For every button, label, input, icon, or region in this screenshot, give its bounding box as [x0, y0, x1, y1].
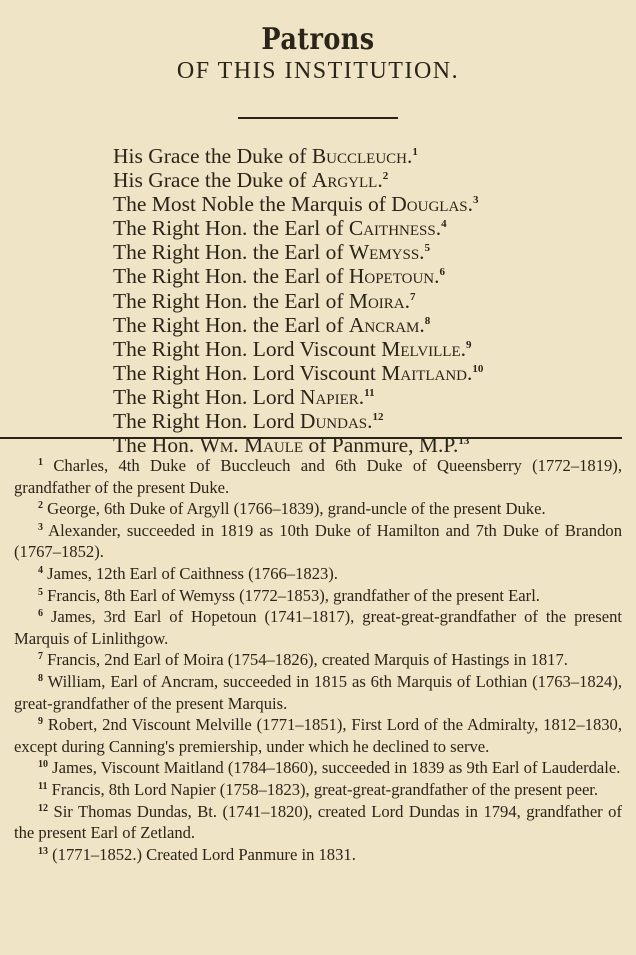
patron-entry	[113, 192, 483, 216]
footnote-number: 11	[38, 780, 48, 792]
footnote-text: James, 3rd Earl of Hopetoun (1741–1817), great-great-grandfather of the present Marquis of Linlithgow.	[14, 607, 622, 648]
footnote	[14, 498, 622, 520]
footnote-number: 2	[38, 500, 43, 512]
footnote	[14, 779, 622, 801]
footnote-text: Francis, 8th Earl of Wemyss (1772–1853), grandfather of the present Earl.	[47, 585, 540, 605]
footnote-text: James, Viscount Maitland (1784–1860), succeeded in 1839 as 9th Earl of Lauderdale.	[52, 758, 621, 778]
footnote-ref[interactable]: 9	[466, 338, 472, 351]
patron-name: Argyll	[311, 168, 378, 193]
patron-prefix: The Hon.	[113, 433, 200, 458]
patron-suffix: .	[435, 216, 442, 241]
patron-suffix: .	[467, 192, 474, 217]
footnote-ref[interactable]: 12	[372, 411, 384, 424]
patron-name: Buccleuch	[311, 144, 407, 168]
patron-entry	[113, 313, 483, 337]
patron-name: Melville	[381, 336, 461, 361]
patron-suffix: .	[407, 144, 413, 168]
footnote-number: 8	[38, 672, 43, 684]
patron-name: Ancram	[348, 312, 420, 337]
footnote-ref[interactable]: 7	[410, 290, 416, 303]
footnote-divider	[0, 437, 622, 439]
patron-entry	[113, 361, 483, 385]
patron-prefix: The Right Hon. the Earl of	[113, 288, 349, 313]
footnote-number: 4	[38, 564, 43, 576]
patron-suffix: .	[467, 360, 473, 385]
footnote	[14, 801, 622, 844]
footnote-text: Francis, 2nd Earl of Moira (1754–1826), created Marquis of Hastings in 1817.	[47, 650, 568, 670]
patron-prefix: The Right Hon. Lord	[113, 384, 300, 409]
footnote-ref[interactable]: 3	[473, 194, 479, 207]
footnote-ref[interactable]: 1	[412, 146, 418, 158]
patron-name: Caithness	[348, 216, 436, 241]
footnote-number: 5	[38, 586, 43, 598]
footnote-list	[14, 455, 622, 865]
footnote-ref[interactable]: 10	[472, 362, 484, 375]
footnote-number: 9	[38, 716, 43, 728]
patron-suffix: .	[367, 409, 373, 434]
footnote	[14, 671, 622, 714]
footnote-number: 3	[38, 521, 43, 533]
footnote-number: 10	[38, 759, 48, 771]
patron-suffix: of Panmure, M.P.	[303, 433, 459, 458]
footnote	[14, 585, 622, 607]
footnote	[14, 649, 622, 671]
footnote	[14, 844, 622, 866]
footnote-text: Sir Thomas Dundas, Bt. (1741–1820), created Lord Dundas in 1794, grandfather of the present Earl of Zetland.	[14, 801, 622, 843]
footnote-text: (1771–1852.) Created Lord Panmure in 1831.	[52, 844, 356, 864]
footnote-number: 7	[38, 651, 43, 663]
footnote	[14, 714, 622, 757]
footnote-text: James, 12th Earl of Caithness (1766–1823).	[47, 563, 338, 583]
patron-suffix: .	[358, 384, 365, 409]
patron-suffix: .	[434, 264, 440, 289]
patron-entry	[113, 264, 483, 288]
page-title: Patrons	[261, 22, 375, 57]
footnote	[14, 757, 622, 779]
footnote-text: William, Earl of Ancram, succeeded in 1815 as 6th Marquis of Lothian (1763–1824), great-grandfather of the present Marquis.	[14, 671, 622, 713]
footnote-text: Francis, 8th Lord Napier (1758–1823), great-great-grandfather of the present peer.	[51, 779, 599, 799]
footnote-ref[interactable]: 4	[441, 218, 447, 231]
footnote	[14, 520, 622, 563]
footnote-text: Robert, 2nd Viscount Melville (1771–1851), First Lord of the Admiralty, 1812–1830, except during Canning's premiership, under which he declined to serve.	[14, 715, 622, 756]
footnote-text: George, 6th Duke of Argyll (1766–1839), grand-uncle of the present Duke.	[47, 499, 546, 519]
footnote-number: 13	[38, 845, 48, 857]
patron-name: Napier	[299, 384, 359, 409]
patron-entry	[113, 216, 483, 240]
patron-prefix: The Right Hon. Lord Viscount	[113, 336, 382, 361]
patron-prefix: The Right Hon. the Earl of	[113, 312, 349, 337]
patron-prefix: The Right Hon. the Earl of	[113, 240, 349, 265]
patron-entry	[113, 385, 483, 409]
patron-suffix: .	[404, 288, 411, 313]
page-subtitle: OF THIS INSTITUTION.	[176, 58, 460, 84]
patron-suffix: .	[377, 168, 383, 193]
patron-entry	[113, 168, 483, 192]
patron-suffix: .	[419, 240, 425, 265]
footnote-ref[interactable]: 8	[424, 314, 431, 327]
patron-suffix: .	[460, 336, 467, 361]
patron-prefix: The Most Noble the Marquis of	[113, 192, 392, 217]
patron-entry	[113, 409, 483, 433]
title-divider	[238, 117, 398, 119]
footnote-ref[interactable]: 13	[458, 435, 470, 448]
patron-name: Maitland	[381, 360, 468, 385]
footnote-text: Alexander, succeeded in 1819 as 10th Duke of Hamilton and 7th Duke of Brandon (1767–1852).	[14, 520, 622, 562]
footnote-ref[interactable]: 6	[439, 266, 445, 279]
footnote-ref[interactable]: 2	[382, 170, 389, 183]
patron-prefix: The Right Hon. the Earl of	[113, 264, 349, 289]
footnote-ref[interactable]: 11	[364, 386, 375, 399]
patron-name: Wemyss	[348, 240, 420, 265]
patron-entry	[113, 289, 483, 313]
patron-prefix: The Right Hon. Lord Viscount	[113, 360, 382, 385]
footnote-number: 1	[38, 457, 43, 468]
patron-name: Moira	[348, 288, 405, 313]
patron-name: Douglas	[391, 192, 468, 217]
footnote-number: 12	[38, 802, 48, 814]
footnote	[14, 606, 622, 649]
footnote-ref[interactable]: 5	[424, 242, 431, 255]
patron-prefix: His Grace the Duke of	[113, 168, 312, 193]
patron-prefix: The Right Hon. the Earl of	[113, 216, 349, 241]
patron-entry	[113, 240, 483, 264]
patron-name: Hopetoun	[348, 264, 435, 289]
patron-name: Dundas	[299, 409, 368, 434]
patron-name: Wm. Maule	[199, 433, 304, 458]
patron-prefix: His Grace the Duke of	[113, 144, 312, 168]
patron-entry	[113, 144, 483, 168]
footnote-text: Charles, 4th Duke of Buccleuch and 6th Duke of Queensberry (1772–1819), grandfather of the present Duke.	[14, 456, 622, 497]
footnote	[14, 455, 622, 498]
footnote-number: 6	[38, 608, 43, 620]
patron-list	[113, 144, 483, 457]
patron-entry	[113, 337, 483, 361]
footnote	[14, 563, 622, 585]
patron-prefix: The Right Hon. Lord	[113, 409, 300, 434]
patron-suffix: .	[419, 312, 425, 337]
